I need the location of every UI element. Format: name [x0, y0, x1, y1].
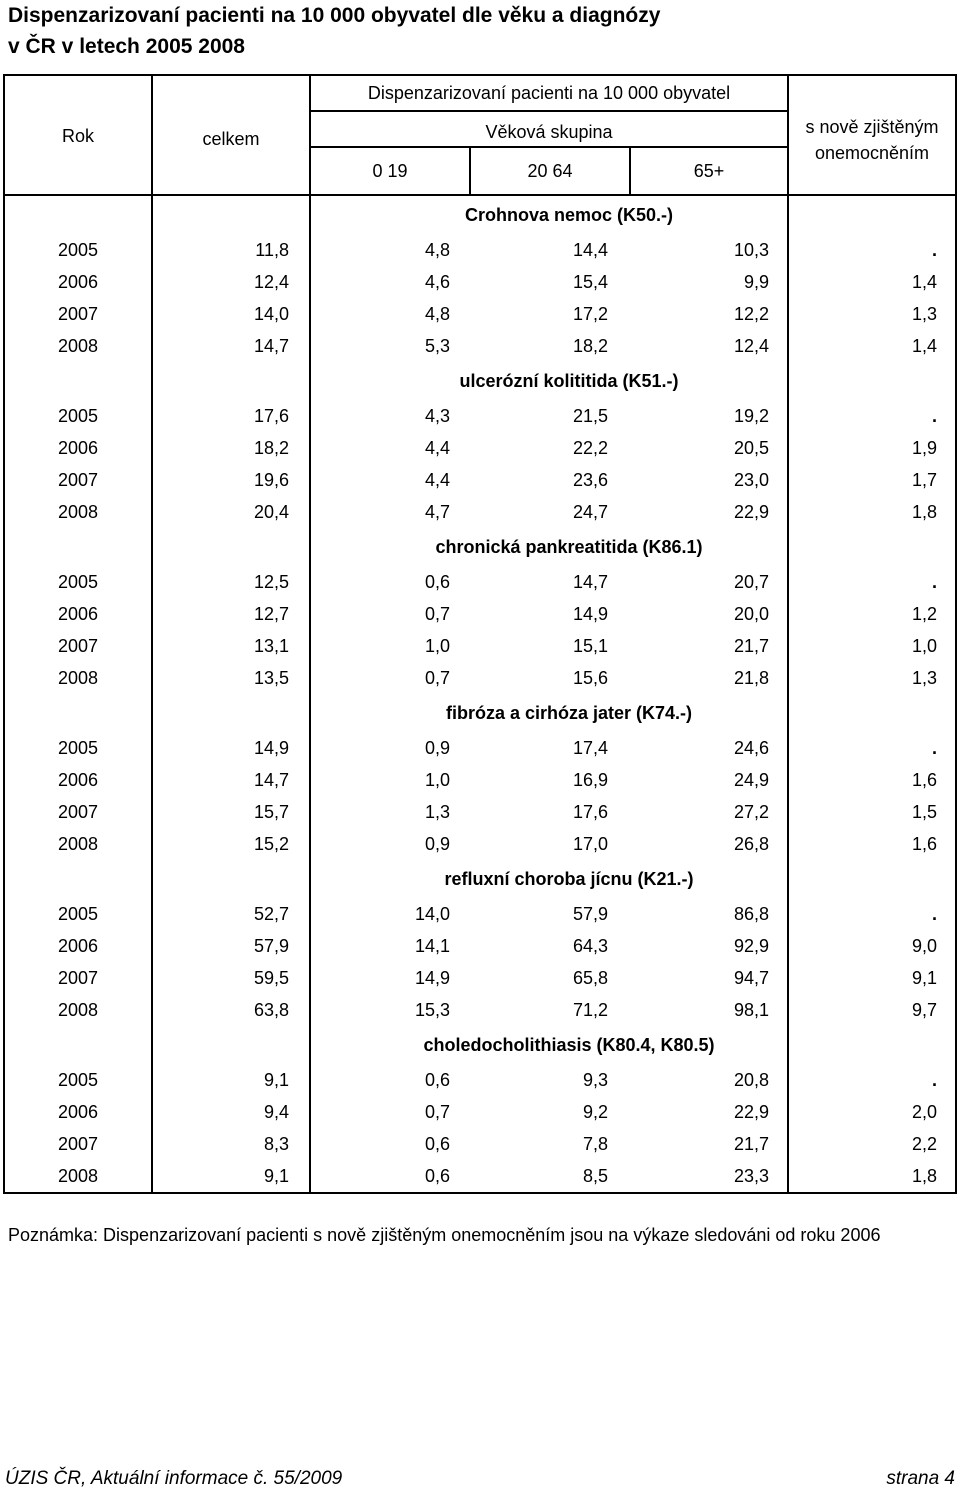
cell-age-20-64: 14,7 — [572, 572, 608, 592]
cell-year: 2005 — [4, 898, 152, 930]
cell-age-20-64: 16,9 — [572, 770, 608, 790]
cell-age-65: 9,9 — [630, 266, 788, 298]
cell-nove: 1,3 — [788, 298, 956, 330]
cell-celkem: 14,9 — [152, 732, 310, 764]
cell-age-0-19: 0,9 — [424, 834, 450, 854]
cell-nove: . — [788, 400, 956, 432]
cell-age-20-64: 9,3 — [582, 1070, 608, 1090]
cell-nove: . — [788, 1064, 956, 1096]
table-row — [4, 630, 956, 662]
cell-celkem: 14,7 — [152, 764, 310, 796]
cell-age-0-19: 14,1 — [414, 936, 450, 956]
cell-age-0-19: 4,4 — [424, 438, 450, 458]
cell-age-0-19: 15,3 — [414, 1000, 450, 1020]
cell-nove: 1,9 — [788, 432, 956, 464]
cell-age-20-64: 21,5 — [572, 406, 608, 426]
cell-age-0-19: 1,0 — [424, 770, 450, 790]
cell-celkem: 9,1 — [152, 1160, 310, 1193]
cell-age-65: 22,9 — [630, 496, 788, 528]
header-rok: Rok — [4, 75, 152, 195]
cell-age-20-64: 24,7 — [572, 502, 608, 522]
cell-age-0-19: 0,6 — [424, 1070, 450, 1090]
cell-year: 2005 — [4, 234, 152, 266]
note: Poznámka: Dispenzarizovaní pacienti s nově zjištěným onemocněním jsou na výkaze sledováni od roku 2006 — [8, 1225, 881, 1245]
cell-age-20-64: 17,2 — [572, 304, 608, 324]
table-row — [4, 994, 956, 1026]
cell-age-20-64: 65,8 — [572, 968, 608, 988]
data-table — [3, 74, 957, 1194]
cell-year: 2008 — [4, 662, 152, 694]
cell-nove: 1,4 — [788, 330, 956, 362]
section-title: Crohnova nemoc (K50.-) — [310, 195, 788, 234]
cell-age-0-19: 0,7 — [424, 1102, 450, 1122]
cell-age-65: 21,7 — [630, 630, 788, 662]
cell-year: 2005 — [4, 566, 152, 598]
cell-age-20-64: 15,6 — [572, 668, 608, 688]
cell-age-0-19: 4,4 — [424, 470, 450, 490]
cell-nove: 1,8 — [788, 1160, 956, 1193]
cell-year: 2008 — [4, 330, 152, 362]
cell-year: 2007 — [4, 962, 152, 994]
cell-nove: 1,3 — [788, 662, 956, 694]
cell-age-0-19: 4,7 — [424, 502, 450, 522]
footer-page: strana 4 — [886, 1468, 955, 1489]
table-row — [4, 962, 956, 994]
footer-source: ÚZIS ČR, Aktuální informace č. 55/2009 — [5, 1468, 343, 1489]
table-row — [4, 1096, 956, 1128]
cell-age-65: 24,6 — [630, 732, 788, 764]
cell-age-0-19: 4,8 — [424, 240, 450, 260]
section-header — [4, 195, 956, 234]
page-title — [8, 0, 948, 62]
table-row — [4, 828, 956, 860]
cell-celkem: 9,4 — [152, 1096, 310, 1128]
cell-age-20-64: 15,1 — [572, 636, 608, 656]
table-row — [4, 464, 956, 496]
cell-nove: 9,1 — [788, 962, 956, 994]
cell-age-65: 19,2 — [630, 400, 788, 432]
cell-celkem: 12,7 — [152, 598, 310, 630]
cell-celkem: 17,6 — [152, 400, 310, 432]
cell-age-20-64: 14,9 — [572, 604, 608, 624]
cell-nove: . — [788, 566, 956, 598]
cell-age-65: 98,1 — [630, 994, 788, 1026]
cell-age-20-64: 71,2 — [572, 1000, 608, 1020]
cell-year: 2006 — [4, 930, 152, 962]
cell-celkem: 12,4 — [152, 266, 310, 298]
cell-celkem: 14,7 — [152, 330, 310, 362]
section-header — [4, 860, 956, 898]
section-header — [4, 1026, 956, 1064]
table-row — [4, 662, 956, 694]
cell-nove: 1,7 — [788, 464, 956, 496]
section-header — [4, 694, 956, 732]
cell-nove: 9,0 — [788, 930, 956, 962]
cell-year: 2007 — [4, 630, 152, 662]
cell-age-20-64: 17,4 — [572, 738, 608, 758]
cell-age-20-64: 15,4 — [572, 272, 608, 292]
cell-celkem: 63,8 — [152, 994, 310, 1026]
cell-year: 2008 — [4, 1160, 152, 1193]
cell-year: 2007 — [4, 796, 152, 828]
section-title: fibróza a cirhóza jater (K74.-) — [310, 694, 788, 732]
cell-age-0-19: 4,8 — [424, 304, 450, 324]
cell-age-0-19: 0,7 — [424, 604, 450, 624]
cell-celkem: 8,3 — [152, 1128, 310, 1160]
cell-nove: 1,6 — [788, 828, 956, 860]
cell-celkem: 15,2 — [152, 828, 310, 860]
cell-year: 2007 — [4, 1128, 152, 1160]
cell-age-0-19: 1,0 — [424, 636, 450, 656]
cell-nove: 1,0 — [788, 630, 956, 662]
cell-year: 2008 — [4, 828, 152, 860]
cell-nove: 1,6 — [788, 764, 956, 796]
header-vekova: Věková skupina — [310, 111, 788, 147]
cell-age-65: 23,0 — [630, 464, 788, 496]
table-row — [4, 796, 956, 828]
cell-nove: 2,2 — [788, 1128, 956, 1160]
cell-age-65: 24,9 — [630, 764, 788, 796]
cell-age-65: 22,9 — [630, 1096, 788, 1128]
table-row — [4, 330, 956, 362]
cell-year: 2008 — [4, 496, 152, 528]
cell-nove: . — [788, 732, 956, 764]
header-main: Dispenzarizovaní pacienti na 10 000 obyvatel — [310, 75, 788, 111]
cell-age-0-19: 0,6 — [424, 572, 450, 592]
cell-year: 2006 — [4, 598, 152, 630]
table-row — [4, 234, 956, 266]
cell-age-65: 12,2 — [630, 298, 788, 330]
table-row — [4, 1128, 956, 1160]
section-header — [4, 362, 956, 400]
cell-celkem: 13,5 — [152, 662, 310, 694]
cell-year: 2006 — [4, 432, 152, 464]
cell-age-20-64: 57,9 — [572, 904, 608, 924]
table-row — [4, 930, 956, 962]
cell-age-65: 23,3 — [630, 1160, 788, 1193]
cell-age-0-19: 4,3 — [424, 406, 450, 426]
section-title: chronická pankreatitida (K86.1) — [310, 528, 788, 566]
cell-age-0-19: 0,6 — [424, 1134, 450, 1154]
cell-age-0-19: 5,3 — [424, 336, 450, 356]
cell-age-0-19: 14,9 — [414, 968, 450, 988]
cell-age-65: 21,7 — [630, 1128, 788, 1160]
cell-year: 2008 — [4, 994, 152, 1026]
table-row — [4, 566, 956, 598]
cell-year: 2006 — [4, 266, 152, 298]
cell-age-20-64: 8,5 — [470, 1160, 630, 1193]
cell-age-65: 12,4 — [630, 330, 788, 362]
cell-age-0-19: 0,6 — [310, 1160, 470, 1193]
section-title: ulcerózní kolititida (K51.-) — [310, 362, 788, 400]
table-row — [4, 764, 956, 796]
cell-celkem: 12,5 — [152, 566, 310, 598]
cell-nove: 1,4 — [788, 266, 956, 298]
table-row — [4, 298, 956, 330]
cell-age-0-19: 1,3 — [424, 802, 450, 822]
cell-year: 2005 — [4, 400, 152, 432]
cell-age-20-64: 17,0 — [572, 834, 608, 854]
cell-celkem: 59,5 — [152, 962, 310, 994]
table-row — [4, 266, 956, 298]
cell-age-65: 94,7 — [630, 962, 788, 994]
cell-age-65: 92,9 — [630, 930, 788, 962]
cell-celkem: 13,1 — [152, 630, 310, 662]
section-header — [4, 528, 956, 566]
title-line-1: Dispenzarizovaní pacienti na 10 000 obyvatel dle věku a diagnózy — [8, 4, 661, 27]
section-title: refluxní choroba jícnu (K21.-) — [310, 860, 788, 898]
cell-age-65: 20,8 — [630, 1064, 788, 1096]
header-nove: s nově zjištěným onemocněním — [788, 75, 956, 195]
section-title: choledocholithiasis (K80.4, K80.5) — [310, 1026, 788, 1064]
cell-age-20-64: 64,3 — [572, 936, 608, 956]
cell-age-65: 20,5 — [630, 432, 788, 464]
cell-nove: 9,7 — [788, 994, 956, 1026]
header-age-20-64: 20 64 — [470, 147, 630, 195]
table-row — [4, 1160, 956, 1193]
cell-celkem: 19,6 — [152, 464, 310, 496]
cell-age-65: 86,8 — [630, 898, 788, 930]
cell-celkem: 52,7 — [152, 898, 310, 930]
cell-celkem: 20,4 — [152, 496, 310, 528]
cell-celkem: 15,7 — [152, 796, 310, 828]
cell-celkem: 14,0 — [152, 298, 310, 330]
cell-year: 2006 — [4, 1096, 152, 1128]
cell-age-0-19: 0,9 — [424, 738, 450, 758]
header-age-0-19: 0 19 — [310, 147, 470, 195]
cell-age-65: 20,0 — [630, 598, 788, 630]
cell-age-65: 27,2 — [630, 796, 788, 828]
cell-celkem: 18,2 — [152, 432, 310, 464]
cell-age-65: 26,8 — [630, 828, 788, 860]
cell-nove: 2,0 — [788, 1096, 956, 1128]
cell-age-20-64: 14,4 — [572, 240, 608, 260]
cell-age-20-64: 18,2 — [572, 336, 608, 356]
table-row — [4, 1064, 956, 1096]
cell-age-20-64: 22,2 — [572, 438, 608, 458]
cell-age-0-19: 0,7 — [424, 668, 450, 688]
header-celkem: celkem — [152, 75, 310, 195]
cell-age-20-64: 9,2 — [582, 1102, 608, 1122]
cell-age-65: 20,7 — [630, 566, 788, 598]
cell-age-20-64: 17,6 — [572, 802, 608, 822]
table-row — [4, 598, 956, 630]
cell-celkem: 11,8 — [152, 234, 310, 266]
cell-nove: . — [788, 234, 956, 266]
cell-age-0-19: 4,6 — [424, 272, 450, 292]
cell-celkem: 9,1 — [152, 1064, 310, 1096]
cell-nove: 1,2 — [788, 598, 956, 630]
cell-age-65: 10,3 — [630, 234, 788, 266]
cell-nove: 1,5 — [788, 796, 956, 828]
table-row — [4, 496, 956, 528]
table-row — [4, 432, 956, 464]
cell-nove: 1,8 — [788, 496, 956, 528]
cell-celkem: 57,9 — [152, 930, 310, 962]
cell-year: 2006 — [4, 764, 152, 796]
cell-year: 2005 — [4, 1064, 152, 1096]
cell-nove: . — [788, 898, 956, 930]
cell-year: 2007 — [4, 464, 152, 496]
table-row — [4, 400, 956, 432]
cell-age-20-64: 7,8 — [582, 1134, 608, 1154]
cell-age-65: 21,8 — [630, 662, 788, 694]
table-row — [4, 898, 956, 930]
cell-year: 2007 — [4, 298, 152, 330]
header-age-65: 65+ — [630, 147, 788, 195]
cell-year: 2005 — [4, 732, 152, 764]
cell-age-20-64: 23,6 — [572, 470, 608, 490]
table-row — [4, 732, 956, 764]
title-line-2: v ČR v letech 2005 2008 — [8, 35, 245, 58]
cell-age-0-19: 14,0 — [414, 904, 450, 924]
